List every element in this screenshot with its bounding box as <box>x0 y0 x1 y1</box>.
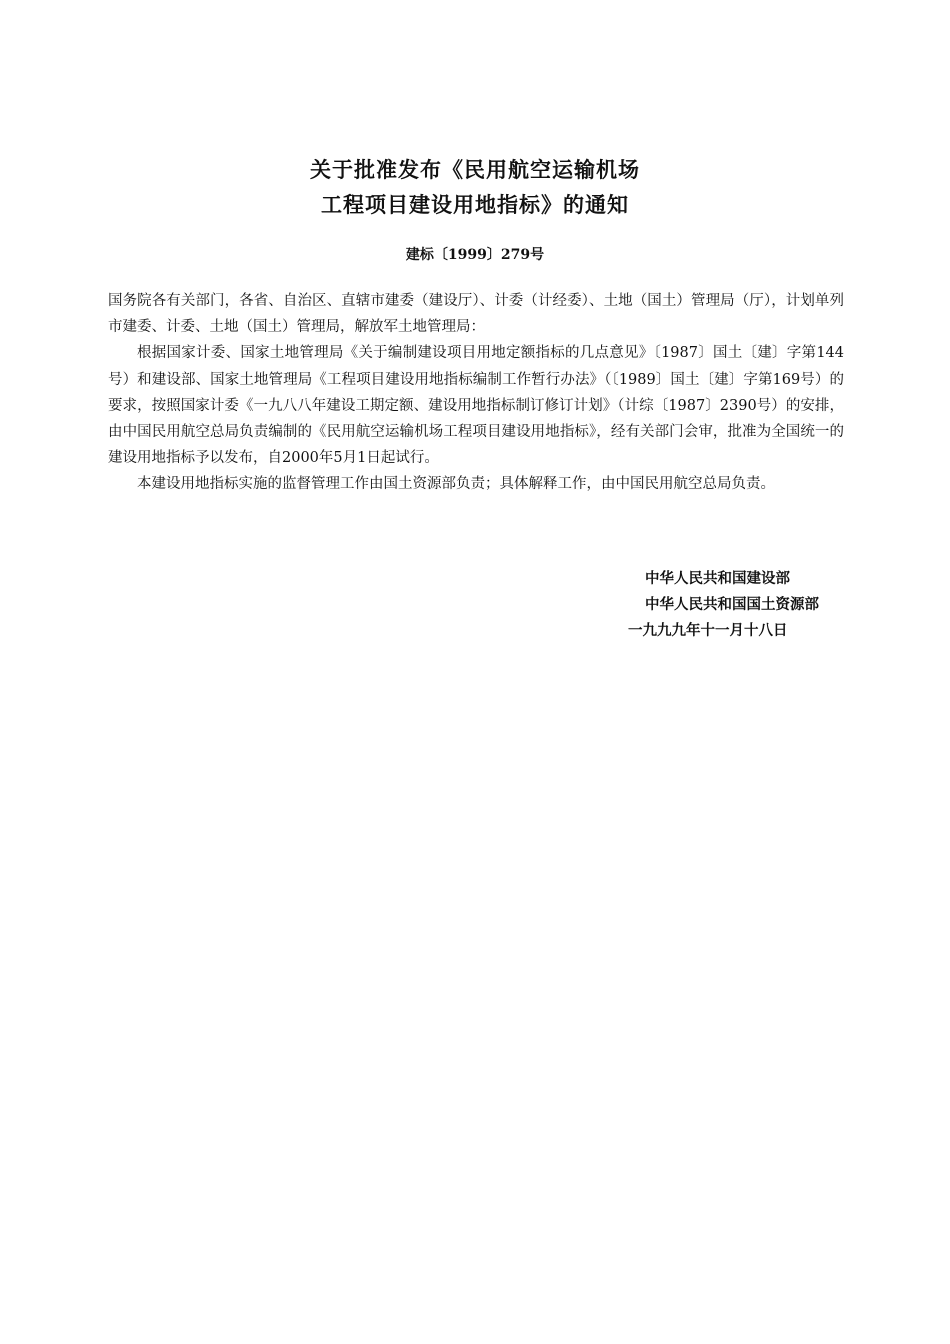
document-number: 建标〔1999〕279号 <box>405 247 545 263</box>
body-paragraph-2: 本建设用地指标实施的监督管理工作由国土资源部负责；具体解释工作，由中国民用航空总局负责。 <box>137 476 775 493</box>
issue-date: 一九九九年十一月十八日 <box>628 622 788 639</box>
document-body <box>108 288 844 498</box>
signatory-ministry-of-construction: 中华人民共和国建设部 <box>645 570 790 587</box>
document-title-line-2: 工程项目建设用地指标》的通知 <box>321 193 629 217</box>
addressee-paragraph: 国务院各有关部门，各省、自治区、直辖市建委（建设厅）、计委（计经委）、土地（国土）管理局（厅），计划单列市建委、计委、土地（国土）管理局，解放军土地管理局： <box>108 293 844 336</box>
body-paragraph-1: 根据国家计委、国家土地管理局《关于编制建设项目用地定额指标的几点意见》〔1987〕国土〔建〕字第144号）和建设部、国家土地管理局《工程项目建设用地指标编制工作暂行办法》（〔1989〕国土〔建〕字第169号）的要求，按照国家计委《一九八八年建设工期定额、建设用地指标制订修订计划》（计综〔1987〕2390号）的安排，由中国民用航空总局负责编制的《民用航空运输机场工程项目建设用地指标》，经有关部门会审，批准为全国统一的建设用地指标予以发布，自2000年5月1日起试行。 <box>108 345 844 467</box>
signatory-ministry-of-land-resources: 中华人民共和国国土资源部 <box>645 596 819 613</box>
document-title-line-1: 关于批准发布《民用航空运输机场 <box>310 158 640 182</box>
